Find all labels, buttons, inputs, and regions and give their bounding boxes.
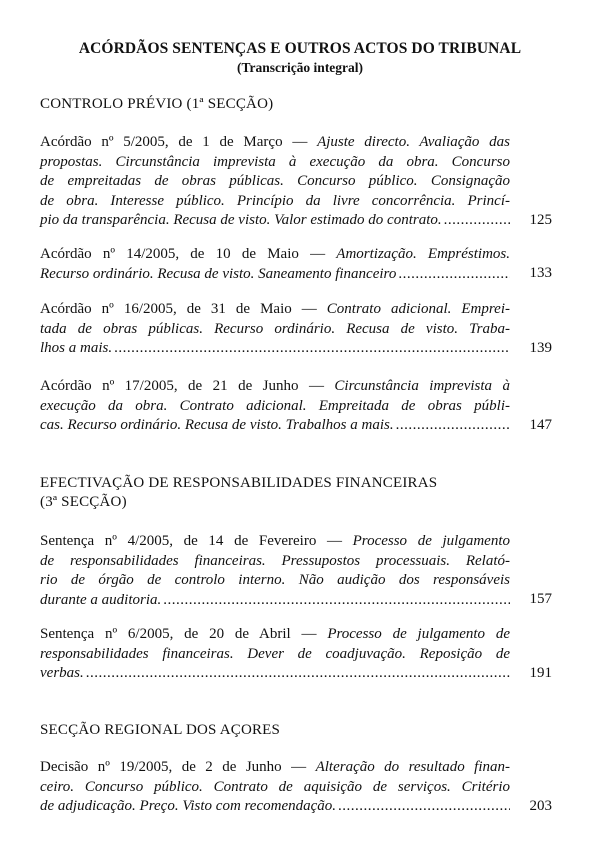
page-subtitle: (Transcrição integral): [236, 60, 364, 75]
dot-leader: [114, 339, 510, 359]
page-number[interactable]: 191: [529, 665, 552, 681]
entry-reference: Decisão nº 19/2005, de 2 de Junho —: [40, 759, 316, 775]
entry-subject: Ajuste directo. Avaliação das: [317, 134, 510, 150]
entry-subject: Contrato adicional. Emprei-: [326, 301, 510, 317]
entry-line: ceiro. Concurso público. Contrato de aquisição de serviços. Critério: [40, 778, 510, 795]
entry-subject: Circunstância imprevista à: [334, 378, 510, 394]
dot-leader: [86, 664, 510, 684]
entry-line: verbas. .....: [40, 664, 510, 684]
entry-line: [40, 245, 510, 265]
entry-reference: Acórdão nº 5/2005, de 1 de Março —: [40, 134, 318, 150]
entry-subject: Processo de julgamento de: [327, 626, 510, 642]
section-title-responsabilidades: EFECTIVAÇÃO DE RESPONSABILIDADES FINANCEIRAS (3ª SECÇÃO): [40, 475, 438, 510]
entry-line: [40, 377, 510, 397]
dot-leader: [396, 416, 510, 436]
entry-line: [40, 758, 510, 778]
dot-leader: [444, 211, 510, 231]
entry-subject: Processo de julgamento: [352, 533, 510, 549]
page-number[interactable]: 125: [529, 212, 552, 228]
section-title-acores: SECÇÃO REGIONAL DOS AÇORES: [40, 722, 281, 738]
entry-line: Recurso ordinário. Recusa de visto. Saneamento financeiro .....: [40, 265, 510, 285]
entry-line: propostas. Circunstância imprevista à execução da obra. Concurso: [40, 153, 510, 170]
entry-line: de responsabilidades financeiras. Pressupostos processuais. Relató-: [40, 552, 510, 569]
toc-entry[interactable]: [40, 532, 510, 610]
entry-line: de obra. Interesse público. Princípio da livre concorrência. Princí-: [40, 192, 510, 209]
page-number[interactable]: 133: [529, 265, 552, 281]
entry-reference: Acórdão nº 17/2005, de 21 de Junho —: [40, 378, 335, 394]
entry-reference: Acórdão nº 16/2005, de 31 de Maio —: [40, 301, 327, 317]
page-number[interactable]: 139: [529, 340, 552, 356]
entry-reference: Sentença nº 6/2005, de 20 de Abril —: [40, 626, 328, 642]
toc-entry[interactable]: [40, 377, 510, 436]
toc-entry[interactable]: [40, 300, 510, 359]
page-number[interactable]: 147: [529, 417, 552, 433]
toc-entry[interactable]: [40, 245, 510, 284]
entry-line: tada de obras públicas. Recurso ordinário. Recusa de visto. Traba-: [40, 320, 510, 337]
page-number[interactable]: 157: [529, 591, 552, 607]
entry-line: [40, 300, 510, 320]
entry-reference: Acórdão nº 14/2005, de 10 de Maio —: [40, 246, 337, 262]
entry-line: responsabilidades financeiras. Dever de coadjuvação. Reposição de: [40, 645, 510, 662]
entry-line: [40, 625, 510, 645]
entry-line: de empreitadas de obras públicas. Concurso público. Consignação: [40, 173, 510, 189]
page-number[interactable]: 203: [529, 798, 552, 814]
toc-entry[interactable]: [40, 758, 510, 817]
entry-line: de adjudicação. Preço. Visto com recomendação. .....: [40, 797, 510, 817]
toc-entry[interactable]: [40, 625, 510, 684]
entry-reference: Sentença nº 4/2005, de 14 de Fevereiro —: [40, 533, 353, 549]
entry-line: [40, 532, 510, 552]
entry-line: cas. Recurso ordinário. Recusa de visto. Trabalhos a mais. .....: [40, 416, 510, 436]
page-title: ACÓRDÃOS SENTENÇAS E OUTROS ACTOS DO TRIBUNAL: [78, 40, 522, 57]
entry-subject: Alteração do resultado finan-: [315, 759, 510, 775]
entry-line: execução da obra. Contrato adicional. Empreitada de obras públi-: [40, 397, 510, 414]
dot-leader: [338, 797, 510, 817]
dot-leader: [398, 265, 510, 285]
entry-line: lhos a mais. .....: [40, 339, 510, 359]
entry-line: [40, 133, 510, 153]
entry-line: rio de órgão de controlo interno. Não audição dos responsáveis: [40, 572, 510, 588]
entry-line: durante a auditoria. .....: [40, 591, 510, 611]
section-title-controlo-previo: CONTROLO PRÉVIO (1ª SECÇÃO): [40, 96, 274, 112]
toc-entry[interactable]: [40, 133, 510, 231]
entry-line: pio da transparência. Recusa de visto. Valor estimado do contrato. .....: [40, 211, 510, 231]
dot-leader: [163, 591, 510, 611]
entry-subject: Amortização. Empréstimos.: [336, 246, 510, 262]
